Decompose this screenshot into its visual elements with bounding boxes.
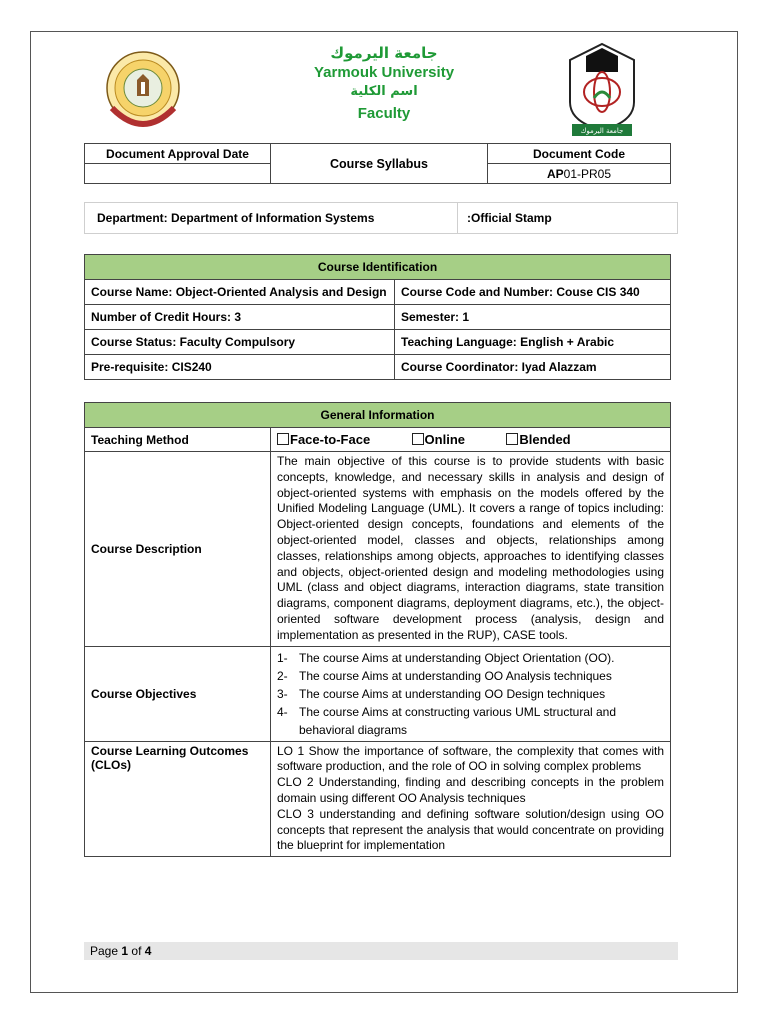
page-footer [84,942,678,960]
course-coordinator-cell: Course Coordinator: Iyad Alazzam [395,355,671,380]
semester-cell: Semester: 1 [395,305,671,330]
of-word: of [131,944,142,958]
document-type: Course Syllabus [271,144,488,184]
course-description-text: The main objective of this course is to provide students with basic concepts, knowledge, and necessary skills in analysis and design of object-oriented systems with emphasis on the models offered by the Unified Modeling Language (UML). It covers a range of topics including: Object-oriented design concepts, foundations and elements of the object-oriented model, classes and objects, relationships among classes, relationships among objects, approaches to identifying classes and objects, object-oriented design and modeling methodologies using UML (class and object diagrams, interaction diagrams, state transition diagrams, component diagrams, deployment diagrams, etc.), the object-oriented software development process (analysis, design and implementation as presented in the RUP), CASE tools. [271,452,671,647]
teaching-language-cell: Teaching Language: English + Arabic [395,330,671,355]
yarmouk-university-logo [564,42,640,138]
document-code-label: Document Code [488,144,671,164]
department-box [84,202,678,234]
list-item: 3- The course Aims at understanding OO Design techniques [277,686,606,701]
general-information-header: General Information [85,403,671,428]
course-name-cell: Course Name: Object-Oriented Analysis and Design [85,280,395,305]
faculty-name: Faculty [357,105,411,122]
page-total: 4 [144,944,152,958]
clos-label: Course Learning Outcomes (CLOs) [85,741,271,857]
list-item: 1- The course Aims at understanding Object Orientation (OO). [277,650,615,665]
course-status-cell: Course Status: Faculty Compulsory [85,330,395,355]
credit-hours-cell: Number of Credit Hours: 3 [85,305,395,330]
course-objectives-label: Course Objectives [85,646,271,741]
course-identification-table [84,254,671,380]
document-approval-table [84,143,671,184]
clo-item: CLO 2 Understanding, finding and describing concepts in the problem domain using different OO Analysis techniques [277,775,664,805]
method-face-to-face[interactable]: Face-to-Face [277,432,370,447]
clo-item: LO 1 Show the importance of software, the complexity that comes with software production, and the role of OO in solving complex problems [277,743,664,774]
clo-item: CLO 3 understanding and defining software solution/design using OO concepts that represent the analysis that would concentrate on providing the blueprint for implementation [277,806,664,853]
teaching-method-label: Teaching Method [85,428,271,452]
official-stamp-label: :Official Stamp [467,211,552,225]
objectives-list [277,649,664,739]
logo-caption: جامعة اليرموك [580,127,624,135]
department-divider [457,203,458,233]
table-row [85,330,671,355]
page-word: Page [90,944,119,958]
approval-date-value [85,164,271,184]
list-item: 4- The course Aims at constructing various UML structural and behavioral diagrams [277,704,617,737]
document-code-value: AP01-PR05 [488,164,671,184]
table-row [85,280,671,305]
page-current: 1 [121,944,129,958]
table-row [85,355,671,380]
prerequisite-cell: Pre-requisite: CIS240 [85,355,395,380]
arabic-faculty-name: اسم الكلية [350,84,418,99]
method-blended[interactable]: Blended [506,432,570,447]
arabic-university-name: جامعة اليرموك [330,44,438,62]
approval-date-label: Document Approval Date [85,144,271,164]
general-information-table [84,402,671,857]
department-name: Department: Department of Information Systems [97,211,375,225]
clos-cell [271,741,671,857]
course-description-label: Course Description [85,452,271,647]
checkbox-icon[interactable] [412,433,424,445]
list-item: 2- The course Aims at understanding OO Analysis techniques [277,668,612,683]
method-online[interactable]: Online [412,432,465,447]
university-name: Yarmouk University [313,64,455,81]
course-code-cell: Course Code and Number: Couse CIS 340 [395,280,671,305]
checkbox-icon[interactable] [277,433,289,445]
checkbox-icon[interactable] [506,433,518,445]
teaching-method-options [271,428,671,452]
university-title-block [244,44,524,125]
course-identification-header: Course Identification [85,255,671,280]
course-objectives-cell [271,646,671,741]
accreditation-seal-logo [104,48,182,140]
table-row [85,305,671,330]
